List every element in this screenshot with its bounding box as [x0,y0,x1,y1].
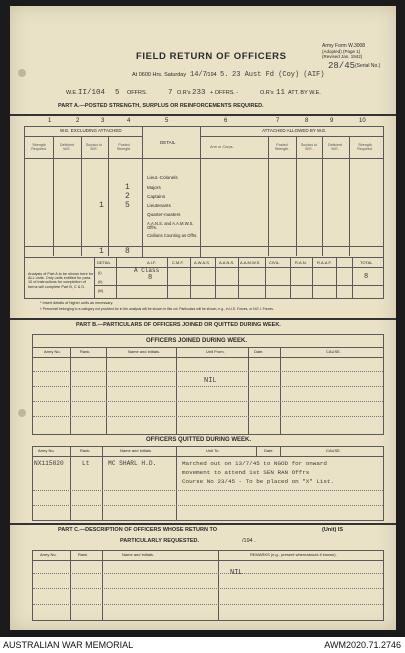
posted-value: 2 [125,192,130,201]
quitted-row-line [33,490,383,491]
part-b-rule [10,318,396,320]
col-number: 2 [76,118,80,124]
joined-heading: Unit From. [206,349,225,354]
year-prefix: /194 [206,72,217,78]
summary-heading: DETAIL [97,260,111,265]
summary-column-line [94,257,95,298]
part-c-column-line [102,550,103,620]
part-c-heading: Name and Initials. [122,552,155,557]
summary-heading: C.M.F. [172,260,184,265]
table-border [24,298,384,299]
table-border [200,136,384,137]
joined-box-border [32,334,384,335]
we-excluding-attached: W.E. EXCLUDING ATTACHED [60,128,122,133]
table-column-line [200,126,201,258]
quitted-name: MC SHARL H.D. [108,460,157,467]
particularly-requested: PARTICULARLY REQUESTED. [120,538,200,544]
rank-label: A.A.N.S. and A.A.M.W.S. Offrs. [147,221,194,231]
column-heading: Posted Strength. [274,143,290,151]
quitted-heading: Date. [264,448,274,453]
table-column-line [296,136,297,256]
year-digit: 5. [220,71,229,79]
column-heading: Strength Required. [31,143,47,151]
punch-hole [18,69,26,77]
part-c-column-line [70,550,71,620]
joined-column-line [248,347,249,434]
summary-heading: R.A.N. [295,260,307,265]
rank-label: Civilians Counting as Offrs. [147,233,198,238]
quitted-column-line [280,446,281,456]
total-value: 8 [125,247,130,256]
return-date: 14/7 [190,71,207,79]
part-c-rule [10,523,396,525]
joined-nil: NIL [204,377,217,385]
total-row-line [24,246,384,247]
part-c-column-line [32,550,33,620]
summary-column-line [190,257,191,298]
quitted-column-line [32,446,33,520]
quitted-cause-line: Course No 23/45 - To be placed on "X" List. [182,478,335,485]
column-heading: Deficient W.E. [328,143,342,151]
ors-value: 233 [192,89,206,97]
col-number: 6 [224,118,228,124]
summary-column-line [265,257,266,298]
summary-heading: A.A.M.W.S. [240,260,261,265]
part-c-row-line [33,573,383,574]
summary-column-line [312,257,313,298]
ors-label: O.R's [177,90,191,96]
quitted-box-border [32,520,384,521]
table-column-line [24,126,25,298]
joined-row-line [33,416,383,417]
joined-box-border [32,434,384,435]
part-c-heading: REMARKS (e.g., present whereabouts if known). [250,552,337,557]
rank-label: Lieut.-Colonels [147,175,178,180]
part-a-rule [10,114,396,116]
summary-column-line [116,257,117,298]
col-number: 10 [359,118,366,124]
summary-column-line [167,257,168,298]
summary-value: 8 [148,274,153,282]
col-number: 5 [165,118,169,124]
joined-heading: Rank. [80,349,91,354]
summary-column-line [215,257,216,298]
summary-row-line [94,285,384,286]
table-column-line [142,126,143,258]
ors2-value: 11 [276,89,286,97]
part-c-title: PART C.—DESCRIPTION OF OFFICERS WHOSE RETURN TO [58,527,217,533]
unit-name: 23 Aust Fd (Coy) (AIF) [232,71,325,79]
summary-heading: A.A.N.S. [219,260,235,265]
part-c-unit: (Unit) IS [322,527,344,533]
part-a-title: PART A.—POSTED STRENGTH, SURPLUS OR REINFORCEMENTS REQUIRED. [58,103,264,109]
attached-allowed: ATTACHED ALLOWED BY W.E. [262,128,327,133]
summary-column-line [238,257,239,298]
summary-heading: A.W.A.S. [194,260,211,265]
table-border [24,136,142,137]
col-number: 7 [276,118,280,124]
summary-row-label: (ii) [98,279,103,284]
quitted-column-line [70,446,71,520]
summary-total: 8 [364,273,369,281]
summary-heading: CIVIL. [269,260,281,265]
joined-heading: Army No. [44,349,61,354]
quitted-column-line [383,446,384,520]
form-title: FIELD RETURN OF OFFICERS [136,51,287,62]
joined-row-line [33,401,383,402]
quitted-title: OFFICERS QUITTED DURING WEEK. [146,437,251,443]
surplus-value: 1 [99,201,104,210]
summary-class: A Class [134,267,160,274]
table-column-line [268,136,269,256]
footer-institution: AUSTRALIAN WAR MEMORIAL [3,640,134,650]
quitted-army-no: NX115820 [34,460,64,467]
or-value: 7 [168,89,173,97]
quitted-cause-line: Marched out on 13/7/45 to NGOD for onward [182,460,327,467]
quitted-rank: Lt [82,460,90,467]
rank-label: Lieutenants [147,203,171,208]
quitted-heading: CAUSE. [326,448,341,453]
quitted-box-border [32,456,384,457]
offrs-label: OFFRS. [127,90,148,96]
table-border [24,158,384,159]
joined-box-border [32,357,384,358]
we-value: II/104 [78,89,106,97]
part-c-row-line [33,604,383,605]
serial-number-label: (Serial No.) [355,63,381,69]
table-column-line [53,136,54,256]
form-number: Army Form W.3008 [322,43,366,49]
part-c-column-line [218,550,219,620]
summary-row-label: (iii) [98,288,104,293]
quitted-column-line [176,446,177,520]
joined-column-line [176,347,177,434]
part-c-row-line [33,588,383,589]
posted-value: 5 [125,201,130,210]
joined-row-line [33,386,383,387]
part-c-nil: NIL [230,569,243,577]
joined-heading: Date. [254,349,264,354]
we-label: W.E. [66,90,78,96]
joined-column-line [70,347,71,434]
quitted-heading: Rank. [80,448,91,453]
quitted-column-line [102,446,103,520]
summary-row-label: (i) [98,270,102,275]
quitted-heading: Unit To. [206,448,220,453]
quitted-column-line [256,446,257,456]
total-value: 1 [99,247,104,256]
summary-column-line [336,257,337,298]
column-heading: Strength Required. [357,143,373,151]
table-border [24,257,384,258]
summary-column-line [352,257,353,298]
column-heading: Surplus to W.E. [300,143,318,151]
joined-column-line [32,334,33,434]
joined-column-line [383,334,384,434]
part-c-heading: Army No. [40,552,57,557]
col-number: 1 [48,118,52,124]
quitted-heading: Name and Initials. [120,448,153,453]
col-number: 4 [127,118,131,124]
footnote: † Personnel belonging to a category not provided for in the analysis will be shown in this col. Particulars will be shown, e.g., in U.S. Forces, or N.E.I. Forces. [40,307,274,311]
quitted-heading: Army No. [38,448,55,453]
table-column-line [349,136,350,256]
rank-label: Quarter-masters [147,212,181,217]
joined-column-line [280,347,281,434]
archive-footer [0,637,405,653]
detail-heading: DETAIL [160,140,176,145]
posted-value: 1 [125,183,130,192]
part-c-heading: Rank [78,552,88,557]
ors-label-2: O.R's [260,90,274,96]
column-heading: Deficient W.E. [60,143,74,151]
form-revised: (Revised Jan. 1942) [322,54,363,59]
col-number: 8 [305,118,309,124]
rank-label: Majors [147,185,161,190]
summary-heading: TOTAL [360,260,373,265]
footnote: * Insert details of higher units as necessary. [40,301,114,305]
serial-number-value: 28/45 [328,61,356,71]
footer-accession-number: AWM2020.71.2746 [324,640,401,650]
joined-box-border [32,347,384,348]
quitted-cause-line: movement to attend 1st SEN RAN Offrs [182,469,310,476]
joined-row-line [33,371,383,372]
summary-column-line [290,257,291,298]
joined-heading: CAUSE. [326,349,341,354]
att-by-we-label: ATT. BY W.E. [288,90,321,96]
summary-note: Analysis of Part A to be shown here for ALL units. Only units entitled for para. 10 of instructions for completion of forms will complete Part B, C & D. [28,272,94,289]
col-number: 9 [330,118,334,124]
summary-heading: A.I.F. [147,260,157,265]
table-column-line [81,136,82,256]
part-b-title: PART B.—PARTICULARS OF OFFICERS JOINED OR QUITTED DURING WEEK. [76,322,281,328]
part-c-box-border [32,620,384,621]
summary-heading: R.A.A.F. [317,260,332,265]
col-number: 3 [101,118,105,124]
quitted-box-border [32,446,384,447]
table-border [24,126,384,127]
table-column-line [108,136,109,256]
form-adopted: (Adopted) (Page 1) [322,49,361,54]
we-offrs-value: 5 [115,89,120,97]
joined-heading: Name and Initials. [128,349,161,354]
plus-offrs-label: + OFFRS. - [210,90,239,96]
quitted-row-line [33,505,383,506]
column-heading: Posted Strength. [116,143,132,151]
table-column-line [383,126,384,298]
part-c-box-border [32,560,384,561]
joined-column-line [106,347,107,434]
part-c-box-border [32,550,384,551]
part-c-date: /194 . [242,538,256,544]
punch-hole [18,409,26,417]
joined-title: OFFICERS JOINED DURING WEEK. [146,338,248,344]
at-line-label: At 0600 Hrs. Saturday [132,72,187,78]
part-c-column-line [383,550,384,620]
column-heading: Arm or Corps. [210,145,234,149]
rank-label: Captains [147,194,166,199]
form-page [10,6,396,630]
column-heading: Surplus to W.E. [85,143,103,151]
table-column-line [322,136,323,256]
